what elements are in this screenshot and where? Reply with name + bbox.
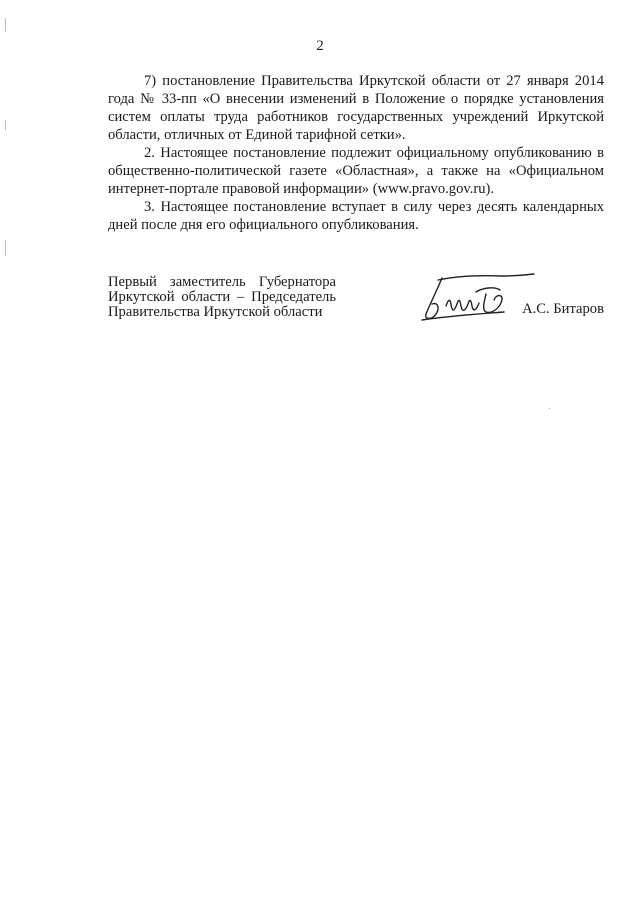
signature-block [108,275,604,335]
handwritten-signature [408,270,538,326]
paragraph-effective-date: 3. Настоящее постановление вступает в силу через десять календарных дней после дня его официального опубликования. [108,199,604,233]
signatory-position [108,275,336,320]
paragraph-publication: 2. Настоящее постановление подлежит официальному опубликованию в общественно-политической газете «Областная», а также на «Официальном интернет-портале правовой информации» (www.pravo.gov.ru). [108,145,604,197]
signatory-name: А.С. Битаров [522,301,604,317]
signatory-position-line: Правительства Иркутской области [108,304,323,320]
scan-margin-mark [5,120,6,130]
scan-margin-mark [5,240,6,256]
document-body [108,72,604,234]
paragraph-item-7: 7) постановление Правительства Иркутской области от 27 января 2014 года № 33-пп «О внесении изменений в Положение о порядке установления систем оплаты труда работников государственных учреждений Иркутской области, отличных от Единой тарифной сетки». [108,73,604,143]
scan-speck [549,408,550,409]
scan-margin-mark [5,18,6,32]
signatory-position-line: Первый заместитель Губернатора [108,274,336,290]
page-number: 2 [316,38,324,54]
signatory-position-line: Иркутской области – Председатель [108,289,336,305]
